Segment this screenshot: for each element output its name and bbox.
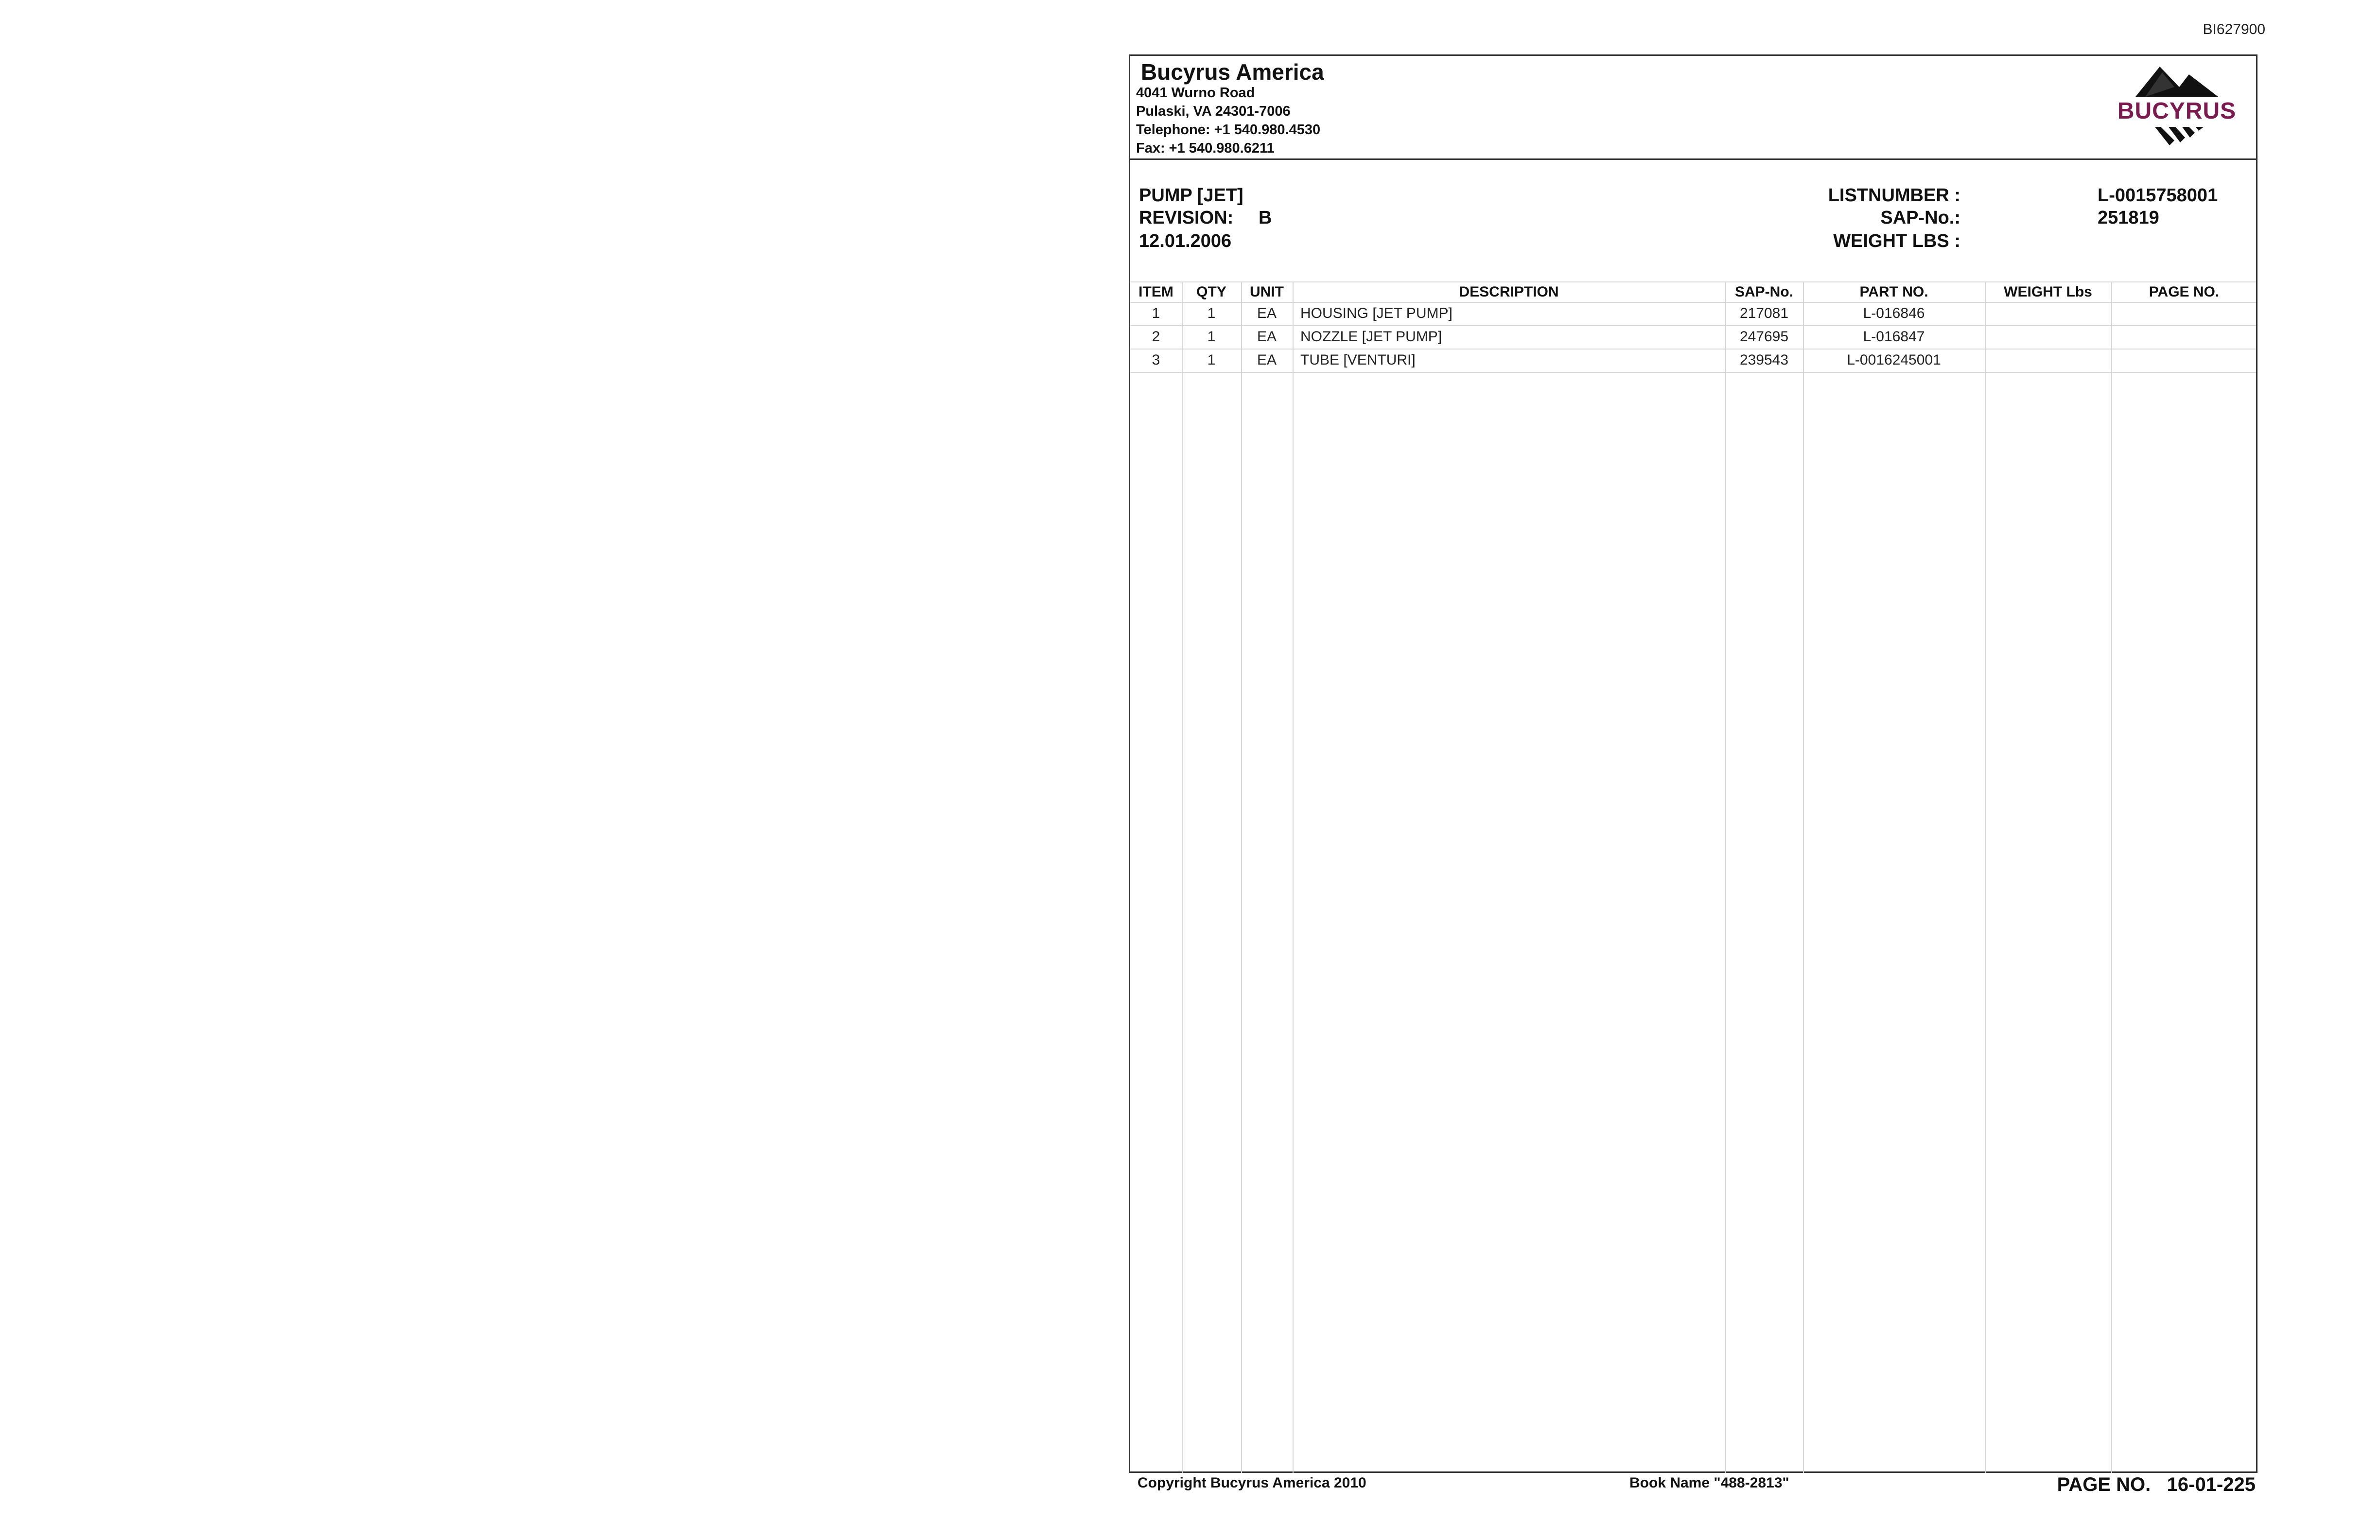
column-divider: [1725, 281, 1726, 1473]
row-rule: [1130, 372, 2256, 373]
cell-qty: 1: [1207, 329, 1216, 345]
cell-qty: 1: [1207, 305, 1216, 321]
company-telephone: Telephone: +1 540.980.4530: [1136, 122, 1321, 138]
column-divider: [1985, 281, 1986, 1473]
sap-value: 251819: [2098, 208, 2159, 228]
column-divider: [1293, 281, 1294, 1473]
cell-page-no: [2111, 350, 2257, 371]
logo-wordmark: BUCYRUS: [2117, 98, 2237, 124]
column-header-qty: QTY: [1196, 284, 1226, 300]
cell-page-no: [2111, 303, 2257, 324]
cell-sap-no: 239543: [1739, 352, 1789, 368]
cell-sap-no: 247695: [1739, 329, 1789, 345]
company-address-line1: 4041 Wurno Road: [1136, 85, 1255, 101]
column-header-page-no: PAGE NO.: [2149, 284, 2220, 300]
column-divider: [1182, 281, 1183, 1473]
revision-label: REVISION:: [1139, 208, 1234, 228]
page-number-value: 16-01-225: [2167, 1474, 2256, 1495]
cell-item: 3: [1152, 352, 1160, 368]
cell-item: 2: [1152, 329, 1160, 345]
cell-description: TUBE [VENTURI]: [1300, 352, 1416, 368]
cell-sap-no: 217081: [1739, 305, 1789, 321]
company-address-line2: Pulaski, VA 24301-7006: [1136, 104, 1291, 119]
cell-item: 1: [1152, 305, 1160, 321]
bucyrus-logo: [2106, 63, 2247, 155]
cell-part-no: L-0016245001: [1847, 352, 1941, 368]
cell-description: HOUSING [JET PUMP]: [1300, 305, 1452, 321]
company-fax: Fax: +1 540.980.6211: [1136, 140, 1275, 156]
sap-label: SAP-No.:: [1880, 208, 1960, 228]
cell-unit: EA: [1257, 329, 1277, 345]
column-header-description: DESCRIPTION: [1459, 284, 1559, 300]
company-header: [1130, 56, 2256, 160]
column-divider: [1803, 281, 1804, 1473]
column-header-item: ITEM: [1138, 284, 1173, 300]
cell-qty: 1: [1207, 352, 1216, 368]
column-header-sap-no: SAP-No.: [1735, 284, 1793, 300]
copyright-notice: Copyright Bucyrus America 2010: [1138, 1475, 1366, 1491]
cell-weight: [1985, 326, 2111, 348]
listnumber-label: LISTNUMBER :: [1828, 185, 1960, 206]
cell-page-no: [2111, 326, 2257, 348]
column-header-weight: WEIGHT Lbs: [2004, 284, 2092, 300]
parts-list-sheet: [1129, 54, 2258, 1473]
column-header-part-no: PART NO.: [1859, 284, 1928, 300]
part-title: PUMP [JET]: [1139, 185, 1243, 206]
cell-description: NOZZLE [JET PUMP]: [1300, 329, 1442, 345]
revision-value: B: [1259, 208, 1272, 228]
page-number: [2042, 1474, 2256, 1496]
book-name: Book Name "488-2813": [1629, 1475, 1789, 1491]
cell-part-no: L-016847: [1863, 329, 1925, 345]
cell-unit: EA: [1257, 352, 1277, 368]
cell-part-no: L-016846: [1863, 305, 1925, 321]
listnumber-value: L-0015758001: [2098, 185, 2218, 206]
column-divider: [2111, 281, 2112, 1473]
column-divider: [1241, 281, 1242, 1473]
weight-label: WEIGHT LBS :: [1833, 231, 1960, 251]
document-id: BI627900: [2203, 21, 2265, 37]
column-header-unit: UNIT: [1250, 284, 1284, 300]
page-number-label: PAGE NO.: [2057, 1474, 2151, 1495]
cell-unit: EA: [1257, 305, 1277, 321]
cell-weight: [1985, 303, 2111, 324]
company-name: Bucyrus America: [1141, 59, 1324, 85]
part-date: 12.01.2006: [1139, 231, 1232, 251]
cell-weight: [1985, 350, 2111, 371]
